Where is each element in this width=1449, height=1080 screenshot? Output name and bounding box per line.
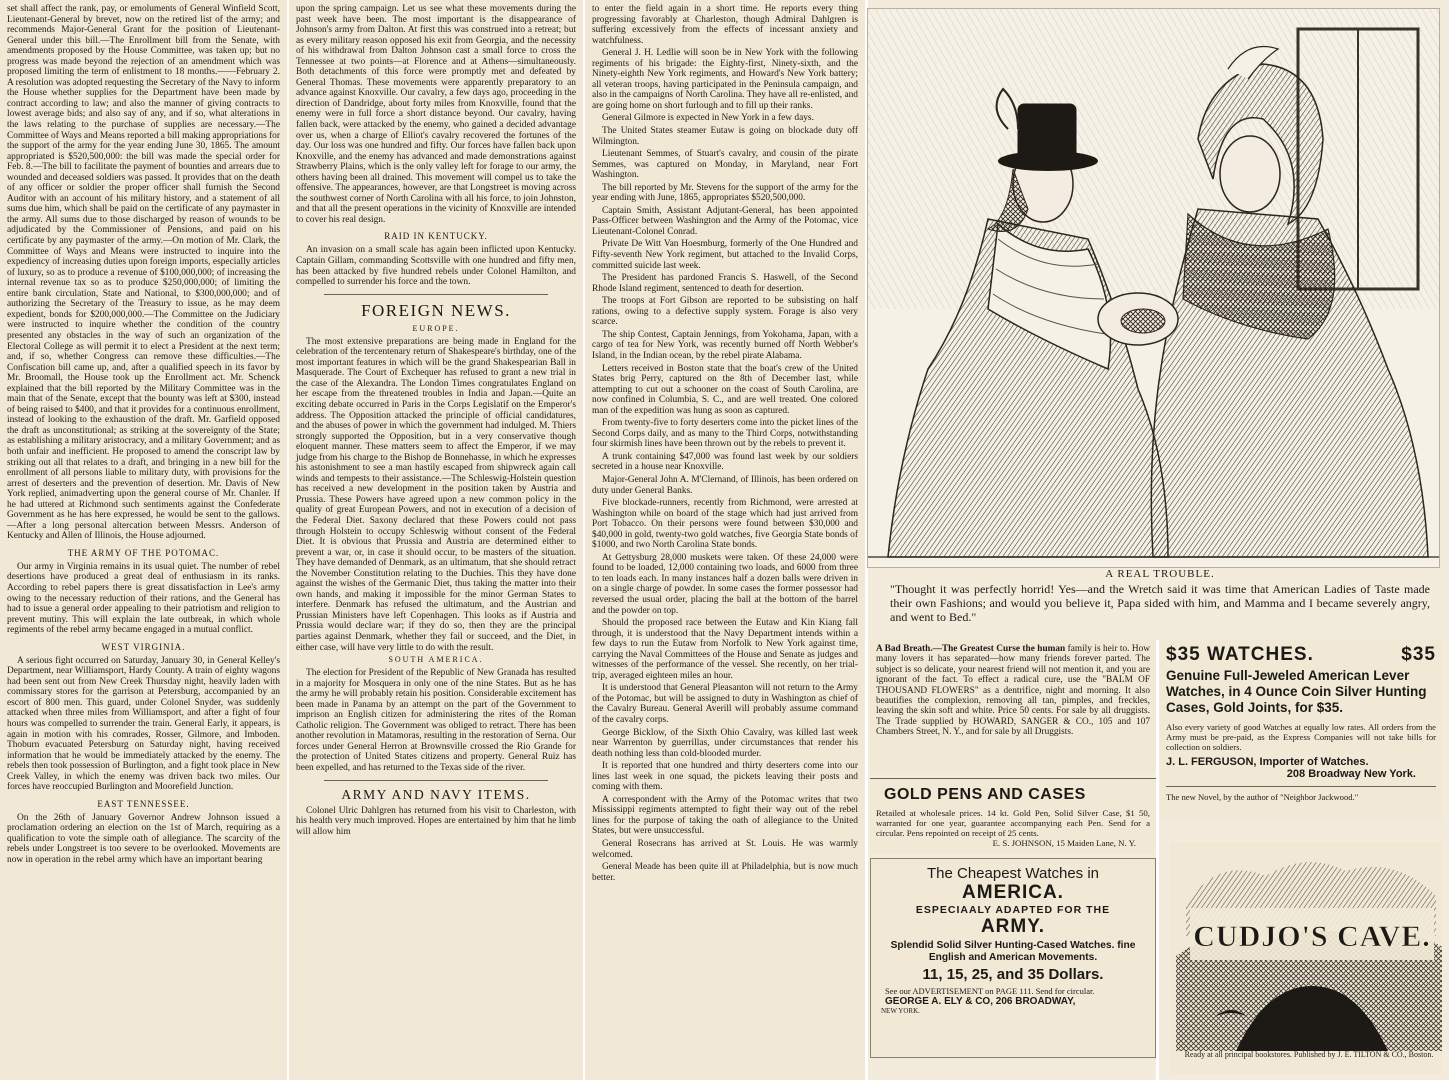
news-item: The ship Contest, Captain Jennings, from Yokohama, Japan, with a cargo of tea for New York, was recently burned off North Webber's Island, in the Indian ocean, by the rebel pirate Alabama. <box>592 329 858 361</box>
ad-cheapest-line3: ESPECIAALY ADAPTED FOR THE <box>915 904 1111 916</box>
ad-cudjo-title: CUDJO'S CAVE. <box>1193 920 1431 953</box>
heading-south-america: SOUTH AMERICA. <box>388 655 484 665</box>
campaign-text: upon the spring campaign. Let us see what these movements during the past week have been. The most important is the disappearance of Johnson's army from Dalton. At first this was construed into a retreat; but as every military reason opposed his exit from Georgia, and the necessity of his withdrawal from Dalton Johnson cast a small force to cross the Tennessee at two points—at Florence and at Athens—simultaneously. Both detachments of this force were promptly met and defeated by General Thomas. These movements were apparently preparatory to an advance against Knoxville. Our cavalry, a few days ago, proceeding in the direction of Dandridge, about forty miles from Knoxville, found that the enemy were in full force a short distance beyond. Our cavalry, having fallen back, were attacked by the enemy, who gained a decided advantage over us, when a charge of Elliot's cavalry recovered the fortunes of the day. Our loss was one hundred and fifty. Our forces have fallen back upon Knoxville, and the enemy has advanced and made demonstrations against Strawberry Plains, which is the only valley left for forage to our army, the others having been all drained. This movement will compel us to take the offensive. The appearances, however, are that Longstreet is moving across the southwest corner of North Carolina with all his force, to join Johnston, and that all the present operations in the vicinity of Knoxville are intended to cover his real design. <box>296 4 576 225</box>
cartoon-title: A REAL TROUBLE. <box>1105 568 1215 580</box>
heading-army-potomac: THE ARMY OF THE POTOMAC. <box>67 547 220 558</box>
news-item: At Gettysburg 28,000 muskets were taken. Of these 24,000 were found to be loaded, 12,000 containing two loads, and 6000 from three to ten loads each. In many instances half a dozen balls were driven in on a single charge of powder. In some cases the former possessor had reversed the usual order, placing the ball at the bottom of the barrel and the powder on top. <box>592 552 858 616</box>
ad-breath-lead: A Bad Breath.—The Greatest Curse the human <box>876 644 1066 654</box>
two-ladies-engraving <box>868 9 1440 568</box>
congress-report: set shall affect the rank, pay, or emoluments of General Winfield Scott, Lieutenant-General by brevet, now on the retired list of the army; and recommends Major-General Grant for the position of Lieutenant-General under this bill.—The Enrollment bill from the Senate, with amendments proposed by the House Committee, was taken up; but no progress was made beyond the rejection of an amendment which was proposed limiting the term of enlistment to 18 months.——February 2. A resolution was adopted requesting the Secretary of the Navy to inform the House whether supplies for the Department have been made by contract according to law; and also the manner of giving contracts to lowest average bids; and also say of any, and if so, what alterations in the laws relating to the purchase of supplies are necessary.—The Committee of Ways and Means reported a bill making appropriations for the support of the army for the year ending June 30, 1865. The amount appropriated is $520,500,000: the bill was made the special order for Feb. 8.—The bill to facilitate the payment of bounties and arrears due to wounded and deceased soldiers was passed. It provides that on the death of any officer or soldier the proper officer shall furnish the Second Auditor with an account of his military history, and a statement of all sums due him, which shall be paid on the certificate of any paymaster in the army. All sums due to those discharged by reason of wounds to be adjudicated by the Commissioner of Pensions, and paid on his certificate by any paymaster of the army.—On motion of Mr. Clark, the Committee of Ways and Means were instructed to inquire into the expediency of increasing duties upon foreign imports, especially articles of luxury, so as to produce a revenue of $100,000,000; of increasing the internal revenue tax so as to produce $250,000,000; of limiting the entire bank circulation, State and National, to $300,000,000; and of authorizing the Secretary of the Treasury to issue, as he may deem expedient, bonds for $200,000,000.—The Committee on the Judiciary were instructed to inquire whether the condition of the country presented any obstacles in the way of such an organization of the Electoral College as will permit it to elect a President at the next term; and, if so, whether Congress can remove these difficulties.—The Confiscation bill came up, and, after a qualified speech in its favor by Mr. Broomall, the House took up the Enrollment act. Mr. Schenck explained that the bill reported by the Military Committee was in the main that of the Senate, except that the bounty was left at $300, instead of being raised to $400, and that it provides for a continuous enrollment, instead of looking to the exhaustion of the draft. Mr. Garfield opposed the draft as unconstitutional; as striking at the sovereignty of the State; as establishing a military aristocracy, and a military Government; and as both unfair and inefficient. He proposed to amend the conscript law by striking out all that relates to a draft, and bringing in a new bill for the enrollment of all persons liable to military duty, with provisions for the arrest of deserters and the prevention of desertion. Mr. Davis of New York replied, animadverting upon the general course of Mr. Chanler. If he had uttered at Richmond such sentiments against the Confederate Government as he has here expressed, he would be sent to the gallows.—After a long personal altercation between Messrs. Anderson of Kentucky and Allen of Illinois, the House adjourned. <box>7 4 280 542</box>
ad-watches-title: $35 WATCHES. <box>1166 644 1314 665</box>
ad-cheapest-watches <box>870 858 1156 1058</box>
ad-gold-pens <box>870 778 1156 854</box>
ad-cheapest-city: NEW YORK. <box>881 1007 920 1015</box>
news-item: General Rosecrans has arrived at St. Louis. He was warmly welcomed. <box>592 839 858 860</box>
ad-gold-pens-title: GOLD PENS AND CASES <box>884 786 1086 803</box>
news-item: The President has pardoned Francis S. Haswell, of the Second Rhode Island regiment, sentenced to death for desertion. <box>592 273 858 294</box>
cave-engraving <box>1176 846 1442 1051</box>
ad-cudjos-cave <box>1170 842 1442 1074</box>
heading-raid-kentucky: RAID IN KENTUCKY. <box>384 231 488 242</box>
ad-cheapest-line2: AMERICA. <box>962 882 1064 903</box>
ad-novel-notice: The new Novel, by the author of "Neighbor Jackwood." <box>1166 786 1436 802</box>
ad-watches-signature: J. L. FERGUSON, Importer of Watches. <box>1166 756 1369 768</box>
ad-cheapest-prices: 11, 15, 25, and 35 Dollars. <box>922 966 1104 983</box>
kentucky-text: An invasion on a small scale has again been inflicted upon Kentucky. Captain Gillam, commanding Scottsville with one hundred and fifty men, has been attacked by five hundred rebels under Colonel Hamilton, and compelled to surrender his force and the town. <box>296 245 576 288</box>
news-item: The troops at Fort Gibson are reported to be subsisting on half rations, owing to a defective supply system. Forage is also very scarce. <box>592 296 858 328</box>
europe-text: The most extensive preparations are being made in England for the celebration of the tercentenary return of Shakespeare's birthday, one of the most important features in which will be the grand Shakespearian Ball in Masquerade. The Court of Exchequer has refused to grant a new trial in the case of the Alexandra. The London Times congratulates England on her escape from the threatened troubles in India and Japan.—Quite an exciting debate occurred in Paris in the Corps Legislatif on the Emperor's address. The Opposition attacked the principle of official candidatures, and the abuses of power in which the government had indulged. M. Thiers strongly supported the Opposition, but in a very conservative though eloquent manner. These matters seem to affect the Emperor, if we may judge from his charge to the Bishop de Bonnehasse, in which he expresses his astonishment to see a man hastily escaped from shipwreck again call winds and tempests to their assistance.—The Schleswig-Holstein question has received a new development in the position taken by Austria and Prussia. These Powers have agreed upon a new common policy in the quality of great European Powers, and not in execution of a decision of the Federal Diet. Saxony declared that these Powers could not pass through Holstein to occupy Schleswig without consent of the Federal Diet. It is obvious that Prussia and Austria are determined either to prevent a war, or, in case it should occur, to be masters of the situation. They have demanded of Denmark, as an ultimatum, that she should retract the November Constitution relating to the Duchies. This they have done against the wishes of the Germanic Diet, thus taking the matter into their own hands, and making it impossible for the minor German States to interfere. Denmark has refused the ultimatum, and the Austrian and Prussian Ministers have left Copenhagen. This looks as if Austria and Prussia would declare war; if they do so, then they are the principal parties against Denmark, whether they fail or succeed, and the Diet, in either case, will have very little to do with the result. <box>296 336 576 653</box>
ad-gold-pens-signature: E. S. JOHNSON, 15 Maiden Lane, N. Y. <box>992 838 1136 848</box>
cartoon-caption: "Thought it was perfectly horrid! Yes—and the Wretch said it was time that American Ladies of Taste made their own Fashions; and would you believe it, Papa sided with him, and Mamma and I became severely angry, and went to Bed." <box>890 582 1430 624</box>
news-item: Major-General John A. M'Clernand, of Illinois, has been ordered on duty under General Banks. <box>592 474 858 496</box>
news-item: It is reported that one hundred and thirty deserters come into our lines last week in one squad, the pickets leaving their posts and coming with them. <box>592 761 858 793</box>
news-item: The bill reported by Mr. Stevens for the support of the army for the year ending with June, 1865, appropriates $520,500,000. <box>592 182 858 204</box>
heading-army-navy-items: ARMY AND NAVY ITEMS. <box>341 786 531 802</box>
cartoon-illustration <box>867 8 1440 568</box>
news-item: Captain Smith, Assistant Adjutant-General, has been appointed Pass-Officer between Washington and the Army of the Potomac, vice Lieutenant-Colonel Conrad. <box>592 205 858 237</box>
column-1 <box>0 0 287 1080</box>
news-item: From twenty-five to forty deserters come into the picket lines of the Second Corps daily, and as many to the Third Corps, notwithstanding four skirmish lines have been thrown out by the rebels to prevent it. <box>592 418 858 450</box>
east-tennessee-text: On the 26th of January Governor Andrew Johnson issued a proclamation ordering an election on the 1st of March, requiring as a qualification to vote the simple oath of allegiance. The scarcity of the rebels under Longstreet is too severe to be overlooked. Movements are now in operation in the rebel army which have an important bearing <box>7 812 280 866</box>
news-item: General J. H. Ledlie will soon be in New York with the following regiments of his brigade: the Eighty-first, Ninety-sixth, and the Ninety-eighth New York regiments, and Howard's New York battery; all veteran troops, having participated in the Peninsula campaign, and also in the campaigns of North Carolina. They have all re-enlisted, and are going home on short furlough and to fill up their ranks. <box>592 48 858 111</box>
news-item: It is understood that General Pleasanton will not return to the Army of the Potomac, but will be assigned to duty in Washington as chief of the Cavalry Bureau. General Averill will probably assume command of the cavalry corps. <box>592 683 858 725</box>
news-item: A correspondent with the Army of the Potomac writes that two Mississippi regiments attempted to fight their way out of the rebel lines for the purpose of taking the oath of allegiance to the United States, but were unsuccessful. <box>592 794 858 837</box>
west-virginia-text: A serious fight occurred on Saturday, January 30, in General Kelley's Department, near Williamsport, Hardy County. A train of eighty wagons had been sent out from New Creek Thursday night, heavily laden with commissary stores for the garrison at Petersburg, accompanied by an escort of 800 men. This guard, under Colonel Snyder, was suddenly attacked when three miles from Williamsport, and after a fight of four hours was compelled to surrender the train. General Early, it appears, is again in motion with his comrades, Rosser, Gilmore, and Imboden. Thoburn evacuated Petersburg on Saturday night, having received information that he would be immediately attacked by the enemy. The rebels then took possession of Burlington, and a fight took place in New Creek Valley, in which the enemy was driven back two miles. Our forces have reoccupied Burlington and Moorefield Junction. <box>7 655 280 793</box>
ad-cudjo-footer: Ready at all principal bookstores. Published by J. E. TILTON & CO., Boston. <box>1184 1050 1434 1059</box>
ad-watches-body: Genuine Full-Jeweled American Lever Watches, in 4 Ounce Coin Silver Hunting Cases, Gold Joints, for $35. <box>1166 668 1427 715</box>
news-item: A trunk containing $47,000 was found last week by our soldiers secreted in a house near Knoxville. <box>592 451 858 473</box>
army-navy-text: Colonel Ulric Dahlgren has returned from his visit to Charleston, with his health very much improved. Hopes are entertained by him that he limb will allow him <box>296 805 576 837</box>
ad-breath-text: family is heir to. How many lovers it has separated—how many friends forever parted. The subject is so delicate, your nearest friend will not mention it, and you are ignorant of the fact. To effect a radical cure, use the "BALM OF THOUSAND FLOWERS" as a dentrifice, night and morning. It also beautifies the complexion, removing all tan, pimples, and freckles, leaving the skin soft and white. Price 50 cents. For sale by all druggists. The Trade supplied by HOWARD, SANGER & CO., 105 and 107 Chambers Street, N. Y., and for sale by all Druggists. <box>876 644 1150 738</box>
ad-cheapest-signature: GEORGE A. ELY & CO, 206 BROADWAY, <box>885 996 1076 1007</box>
potomac-text: Our army in Virginia remains in its usual quiet. The number of rebel desertions have produced a great deal of enthusiasm in its ranks. According to rebel papers there is great dissatisfaction in Lee's army owing to the necessary reduction of their rations, and the General has had to issue a general order appealing to their patriotism and religion to prevent mutiny. This will explain the late outbreak, in which whole regiments of the rebel army became engaged in a mutual conflict. <box>7 561 280 636</box>
ad-cheapest-line5: Splendid Solid Silver Hunting-Cased Watches. fine English and American Movements. <box>890 940 1136 963</box>
ad-35-watches <box>1160 640 1442 820</box>
column-3 <box>585 0 865 1080</box>
ad-bad-breath <box>870 640 1156 772</box>
ad-cheapest-line1: The Cheapest Watches in <box>926 865 1100 882</box>
news-item: Should the proposed race between the Eutaw and Kin Kiang fall through, it is understood that the Navy Department intends within a few days to run the Eutaw from Norfolk to New York against time, carrying the Naval Committees of the House and Senate as judges and witnesses of the performance of the vessel. She recently, on her trial-trip, averaged eighteen miles an hour. <box>592 618 858 681</box>
ad-watches-small: Also every variety of good Watches at equally low rates. All orders from the Army must be pre-paid, as the Express Companies will not take bills for collection on soldiers. <box>1166 722 1436 752</box>
divider <box>324 780 548 781</box>
ad-divider <box>1156 640 1159 1080</box>
news-item: General Meade has been quite ill at Philadelphia, but is now much better. <box>592 862 858 883</box>
news-item: to enter the field again in a short time. He reports every thing progressing favorably at Charleston, though Admiral Dahlgren is suffering excessively from the effects of incessant anxiety and watchfulness. <box>592 4 858 46</box>
news-item: Five blockade-runners, recently from Richmond, were arrested at Washington while on board of the stage which had just arrived from Port Tobacco. On their persons were found between $30,000 and $40,000 in gold, twenty-two gold watches, five Georgia State bonds of $1000, and two North Carolina State bonds. <box>592 498 858 551</box>
news-item: The United States steamer Eutaw is going on blockade duty off Wilmington. <box>592 126 858 147</box>
ad-watches-price: $35 <box>1401 644 1436 665</box>
heading-europe: EUROPE. <box>412 323 460 333</box>
south-america-text: The election for President of the Republic of New Granada has resulted in a majority for Mosquera in only one of the nine States. But as he has the army he will probably retain his position. Considerable excitement has been made in Panama by an attempt on the part of the Government to imprison an English citizen for administering the rites of the Roman Catholic religion. The Government was obliged to retract. There has been another revolution in Matamoras, resulting in the restoration of Serna. Our forces under General Herron at Brownsville crossed the Rio Grande for the protection of United States citizens and property. General Ruiz has been expelled, and has returned to the Texas side of the river. <box>296 668 576 773</box>
heading-foreign-news: FOREIGN NEWS. <box>361 300 511 320</box>
heading-west-virginia: WEST VIRGINIA. <box>101 641 186 652</box>
news-item: Private De Witt Van Hoesmburg, formerly of the One Hundred and Fifty-seventh New York regiment, but attached to the Invalid Corps, committed suicide last week. <box>592 239 858 271</box>
news-item: Letters received in Boston state that the boat's crew of the United States brig Perry, captured on the 8th of December last, while attempting to cut out a schooner on the coast of South Carolina, are now confined in Columbia, S. C., and are well treated. One colored man of the expedition was hung as soon as captured. <box>592 363 858 416</box>
ad-cheapest-note: See our ADVERTISEMENT on PAGE 111. Send for circular. <box>885 986 1095 996</box>
heading-east-tennessee: EAST TENNESSEE. <box>97 798 190 809</box>
news-item: George Bicklow, of the Sixth Ohio Cavalry, was killed last week near Warrenton by guerrillas, under circumstances that render his death nothing less than cold-blooded murder. <box>592 727 858 759</box>
divider <box>324 294 548 295</box>
ad-watches-address: 208 Broadway New York. <box>1286 768 1416 780</box>
news-item: General Gilmore is expected in New York in a few days. <box>602 113 814 124</box>
ad-cheapest-line4: ARMY. <box>980 916 1046 937</box>
news-item: Lieutenant Semmes, of Stuart's cavalry, and cousin of the pirate Semmes, was captured on Monday, in Maryland, near Fort Washington. <box>592 149 858 181</box>
column-2 <box>289 0 583 1080</box>
ad-gold-pens-text: Retailed at wholesale prices. 14 kt. Gold Pen, Solid Silver Case, $1 50, warranted for one year, guarantee accompanying each Pen. Send for a circular. Pens repointed on receipt of 25 cents. <box>876 808 1150 838</box>
